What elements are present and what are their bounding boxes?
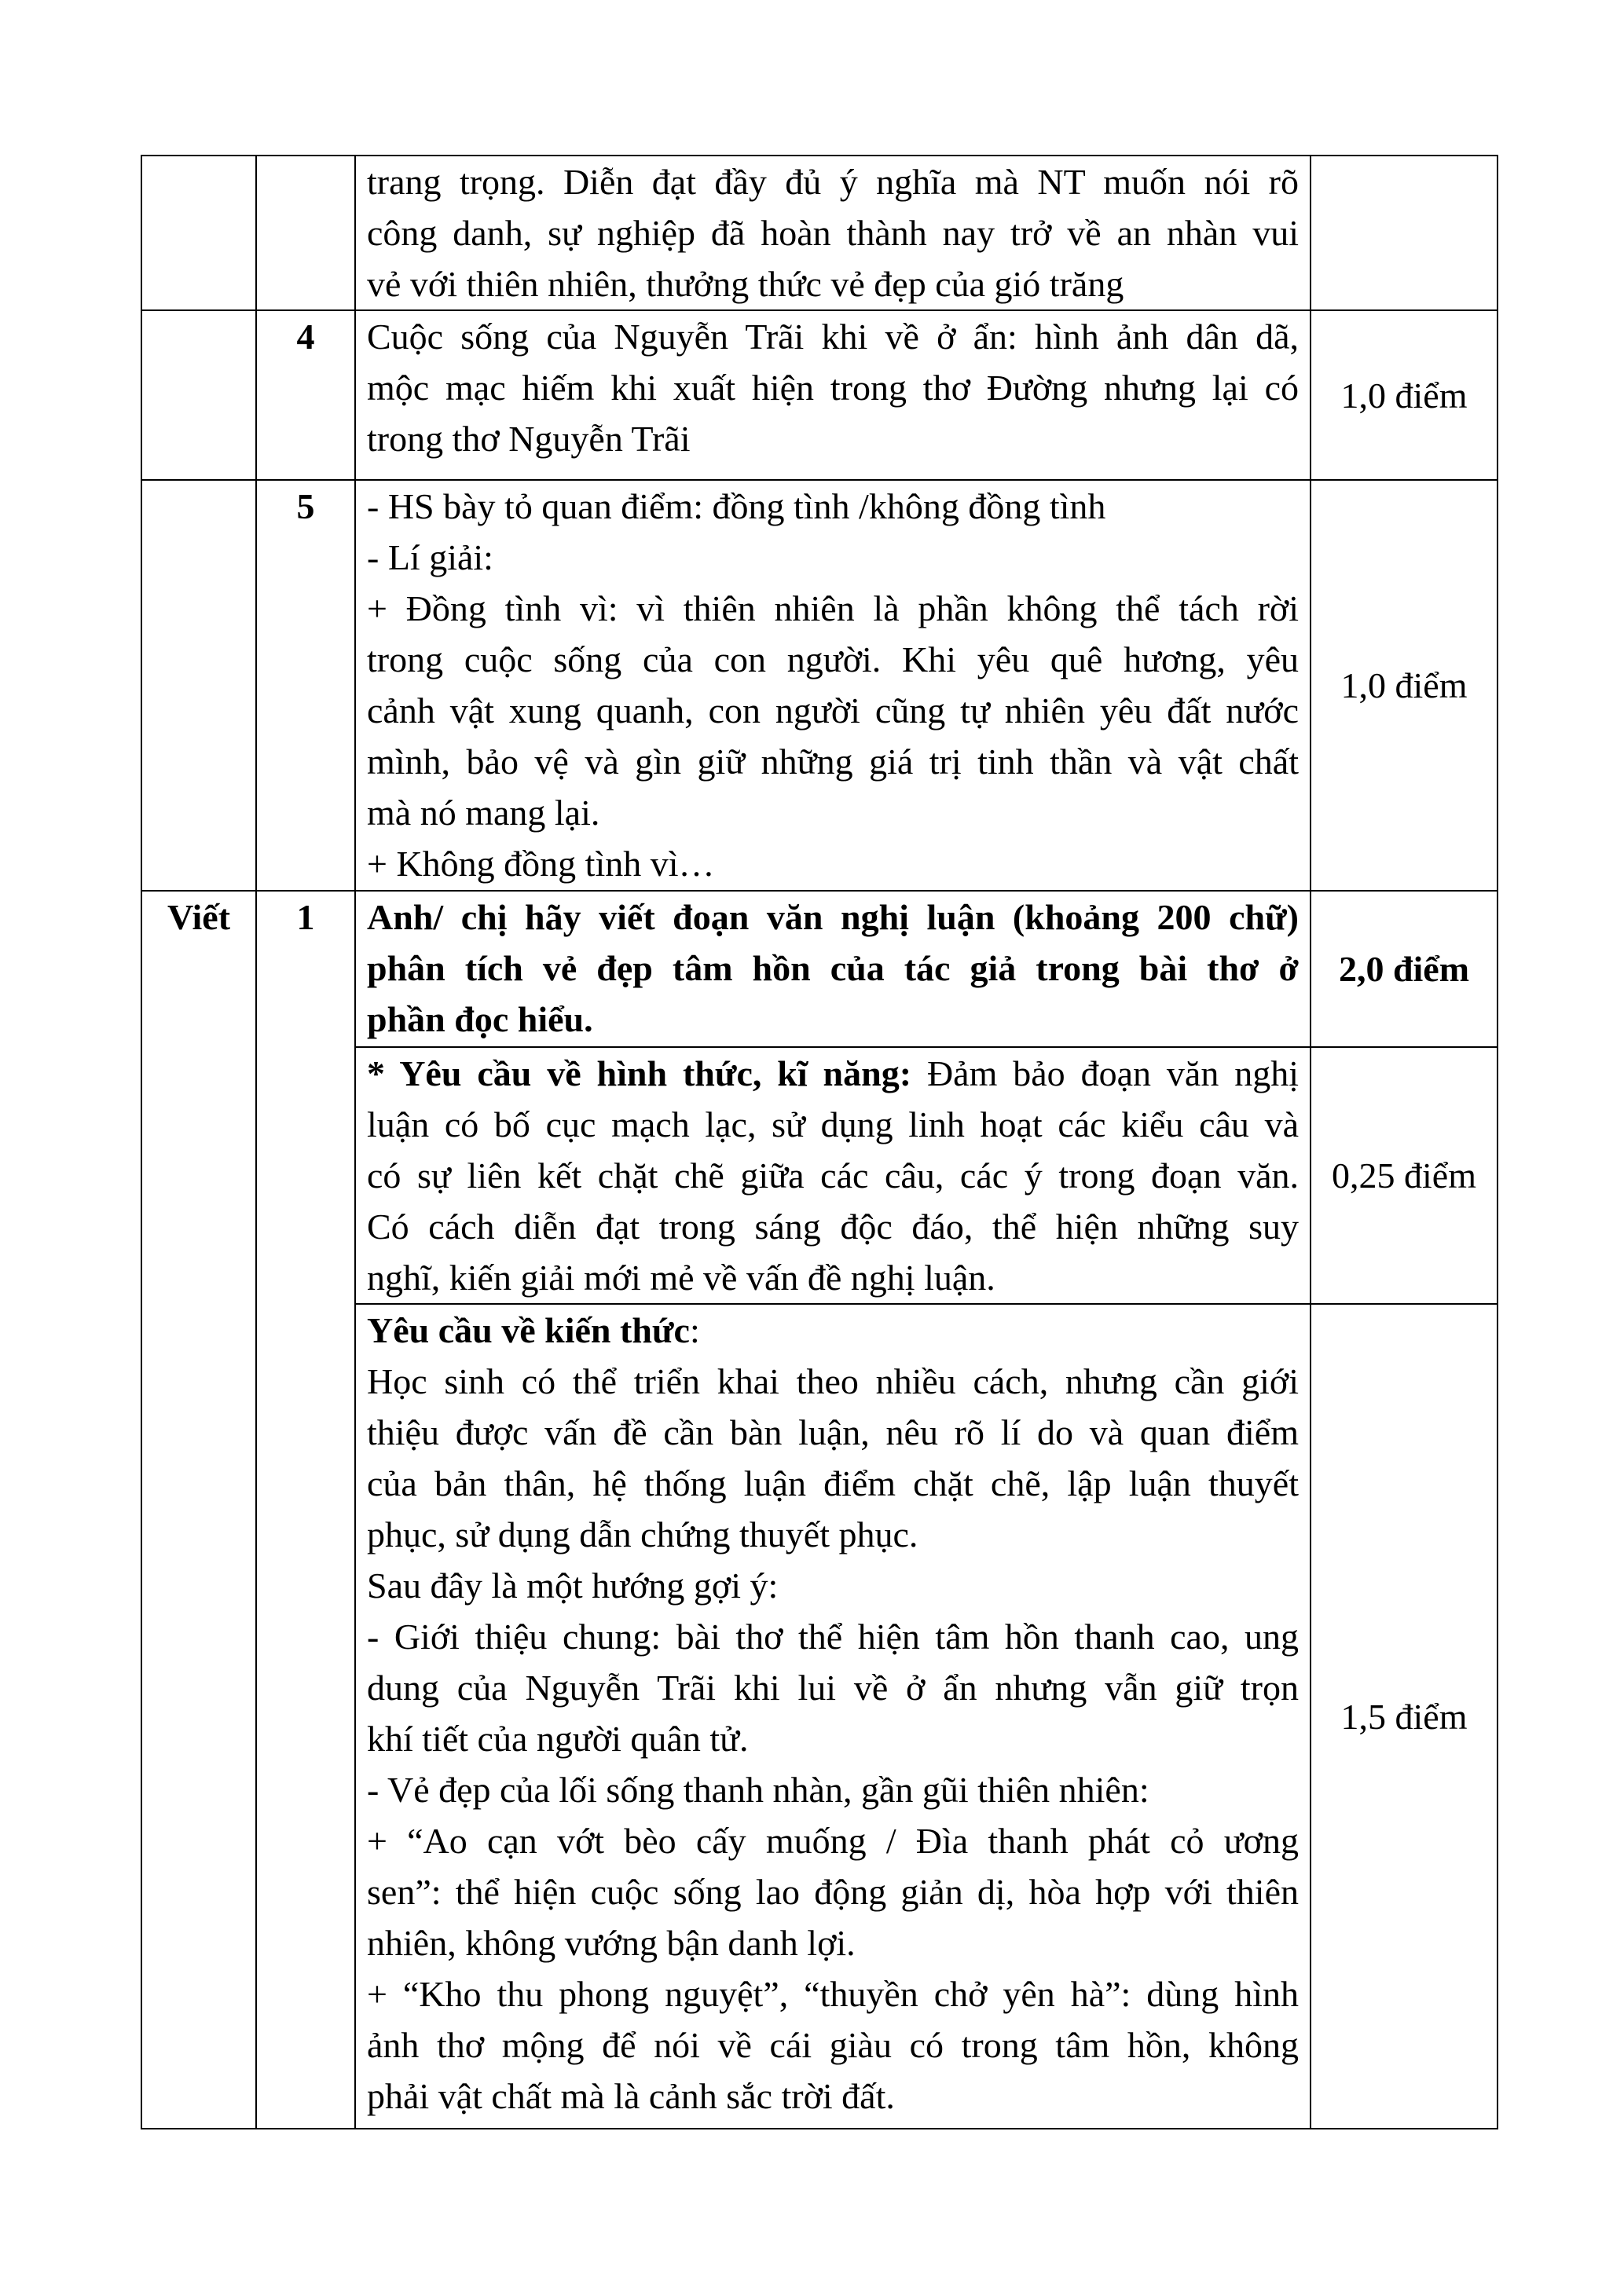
text-line	[367, 481, 1299, 532]
line-text: - HS bày tỏ quan điểm: đồng tình /không đồng tình	[367, 486, 1106, 526]
line-text: phải vật chất mà là cảnh sắc trời đất.	[367, 2076, 895, 2116]
line-text: thiệu được vấn đề cần bàn luận, nêu rõ lí do và quan điểm	[367, 1412, 1299, 1452]
writing-prompt	[355, 891, 1311, 1047]
text-line	[367, 1713, 1299, 1764]
section-cell	[141, 310, 256, 480]
line-text: Có cách diễn đạt trong sáng độc đáo, thể hiện những suy	[367, 1207, 1299, 1247]
line-text: phục, sử dụng dẫn chứng thuyết phục.	[367, 1514, 918, 1554]
text-line	[367, 1509, 1299, 1560]
line-text: cảnh vật xung quanh, con người cũng tự nhiên yêu đất nước	[367, 690, 1299, 731]
line-text: có sự liên kết chặt chẽ giữa các câu, các ý trong đoạn văn.	[367, 1155, 1299, 1196]
line-text: - Lí giải:	[367, 537, 493, 577]
section-cell: Viết	[141, 891, 256, 2129]
text-line	[367, 413, 1299, 464]
answer-content	[355, 156, 1311, 310]
table-row	[141, 891, 1498, 1047]
text-line	[367, 207, 1299, 258]
answer-key-table	[141, 155, 1498, 2129]
text-line	[367, 634, 1299, 685]
text-line	[367, 156, 1299, 207]
bold-label: * Yêu cầu về hình thức, kĩ năng:	[367, 1053, 912, 1093]
line-text: mình, bảo vệ và gìn giữ những giá trị tinh thần và vật chất	[367, 742, 1299, 782]
text-line	[367, 1560, 1299, 1611]
section-cell	[141, 480, 256, 891]
line-text: Sau đây là một hướng gợi ý:	[367, 1565, 779, 1606]
text-line	[367, 362, 1299, 413]
line-text: mà nó mang lại.	[367, 793, 600, 833]
form-requirements	[355, 1047, 1311, 1304]
text-line	[367, 258, 1299, 309]
line-text: Anh/ chị hãy viết đoạn văn nghị luận (khoảng 200 chữ)	[367, 897, 1299, 937]
line-text: của bản thân, hệ thống luận điểm chặt chẽ, lập luận thuyết	[367, 1463, 1299, 1503]
score-cell: 1,0 điểm	[1311, 310, 1498, 480]
line-text: + “Ao cạn vớt bèo cấy muống / Đìa thanh phát cỏ ương	[367, 1821, 1299, 1861]
line-text: sen”: thể hiện cuộc sống lao động giản dị, hòa hợp với thiên	[367, 1872, 1299, 1912]
line-text: + “Kho thu phong nguyệt”, “thuyền chở yên hà”: dùng hình	[367, 1974, 1299, 2014]
text-line	[367, 892, 1299, 943]
question-number: 1	[256, 891, 355, 2129]
text-line	[367, 1917, 1299, 1968]
section-cell	[141, 156, 256, 310]
line-text: mộc mạc hiếm khi xuất hiện trong thơ Đường nhưng lại có	[367, 368, 1299, 408]
table-row	[141, 480, 1498, 891]
line-text: Học sinh có thể triển khai theo nhiều cách, nhưng cần giới	[367, 1361, 1299, 1401]
text-line	[367, 1048, 1299, 1099]
text-line	[367, 2071, 1299, 2122]
text-line	[367, 1611, 1299, 1662]
line-text: nhiên, không vướng bận danh lợi.	[367, 1923, 856, 1963]
line-text: luận có bố cục mạch lạc, sử dụng linh hoạt các kiểu câu và	[367, 1104, 1299, 1144]
text-line	[367, 1458, 1299, 1509]
text-line	[367, 994, 1299, 1045]
knowledge-requirements	[355, 1304, 1311, 2129]
line-text: :	[689, 1310, 700, 1350]
text-line	[367, 685, 1299, 736]
score-cell: 1,5 điểm	[1311, 1304, 1498, 2129]
score-cell	[1311, 156, 1498, 310]
bold-label: Yêu cầu về kiến thức	[367, 1310, 690, 1350]
text-line	[367, 1662, 1299, 1713]
question-number: 5	[256, 480, 355, 891]
line-text: vẻ với thiên nhiên, thưởng thức vẻ đẹp của gió trăng	[367, 264, 1124, 304]
text-line	[367, 1407, 1299, 1458]
line-text: trong cuộc sống của con người. Khi yêu quê hương, yêu	[367, 639, 1299, 679]
table-row	[141, 310, 1498, 480]
line-text: ảnh thơ mộng để nói về cái giàu có trong tâm hồn, không	[367, 2025, 1299, 2065]
line-text: phân tích vẻ đẹp tâm hồn của tác giả trong bài thơ ở	[367, 948, 1299, 988]
question-number	[256, 156, 355, 310]
text-line	[367, 311, 1299, 362]
line-text: phần đọc hiểu.	[367, 999, 593, 1039]
text-line	[367, 532, 1299, 583]
line-text: khí tiết của người quân tử.	[367, 1719, 749, 1759]
text-line	[367, 1968, 1299, 2020]
text-line	[367, 1764, 1299, 1815]
line-text: công danh, sự nghiệp đã hoàn thành nay trở về an nhàn vui	[367, 213, 1299, 253]
line-text: trang trọng. Diễn đạt đầy đủ ý nghĩa mà NT muốn nói rõ	[367, 162, 1299, 202]
score-cell: 2,0 điểm	[1311, 891, 1498, 1047]
text-line	[367, 1099, 1299, 1150]
line-text: trong thơ Nguyễn Trãi	[367, 419, 691, 459]
text-line	[367, 1252, 1299, 1303]
line-text: + Không đồng tình vì…	[367, 844, 715, 884]
line-text: + Đồng tình vì: vì thiên nhiên là phần không thể tách rời	[367, 588, 1299, 628]
line-text: - Giới thiệu chung: bài thơ thể hiện tâm hồn thanh cao, ung	[367, 1617, 1299, 1657]
text-line	[367, 1305, 1299, 1356]
text-line	[367, 1150, 1299, 1201]
text-line	[367, 1201, 1299, 1252]
text-line	[367, 583, 1299, 634]
text-line	[367, 1356, 1299, 1407]
answer-content	[355, 310, 1311, 480]
line-text: nghĩ, kiến giải mới mẻ về vấn đề nghị luận.	[367, 1258, 995, 1298]
line-text: - Vẻ đẹp của lối sống thanh nhàn, gần gũi thiên nhiên:	[367, 1770, 1149, 1810]
line-text: Cuộc sống của Nguyễn Trãi khi về ở ẩn: hình ảnh dân dã,	[367, 317, 1299, 357]
text-line	[367, 736, 1299, 787]
line-text: dung của Nguyễn Trãi khi lui về ở ẩn nhưng vẫn giữ trọn	[367, 1668, 1299, 1708]
text-line	[367, 1815, 1299, 1866]
line-text: Đảm bảo đoạn văn nghị	[911, 1053, 1300, 1093]
score-cell: 1,0 điểm	[1311, 480, 1498, 891]
table-row	[141, 156, 1498, 310]
text-line	[367, 943, 1299, 994]
text-line	[367, 2020, 1299, 2071]
question-number: 4	[256, 310, 355, 480]
text-line	[367, 787, 1299, 838]
score-cell: 0,25 điểm	[1311, 1047, 1498, 1304]
answer-content	[355, 480, 1311, 891]
text-line	[367, 1866, 1299, 1917]
text-line	[367, 838, 1299, 889]
